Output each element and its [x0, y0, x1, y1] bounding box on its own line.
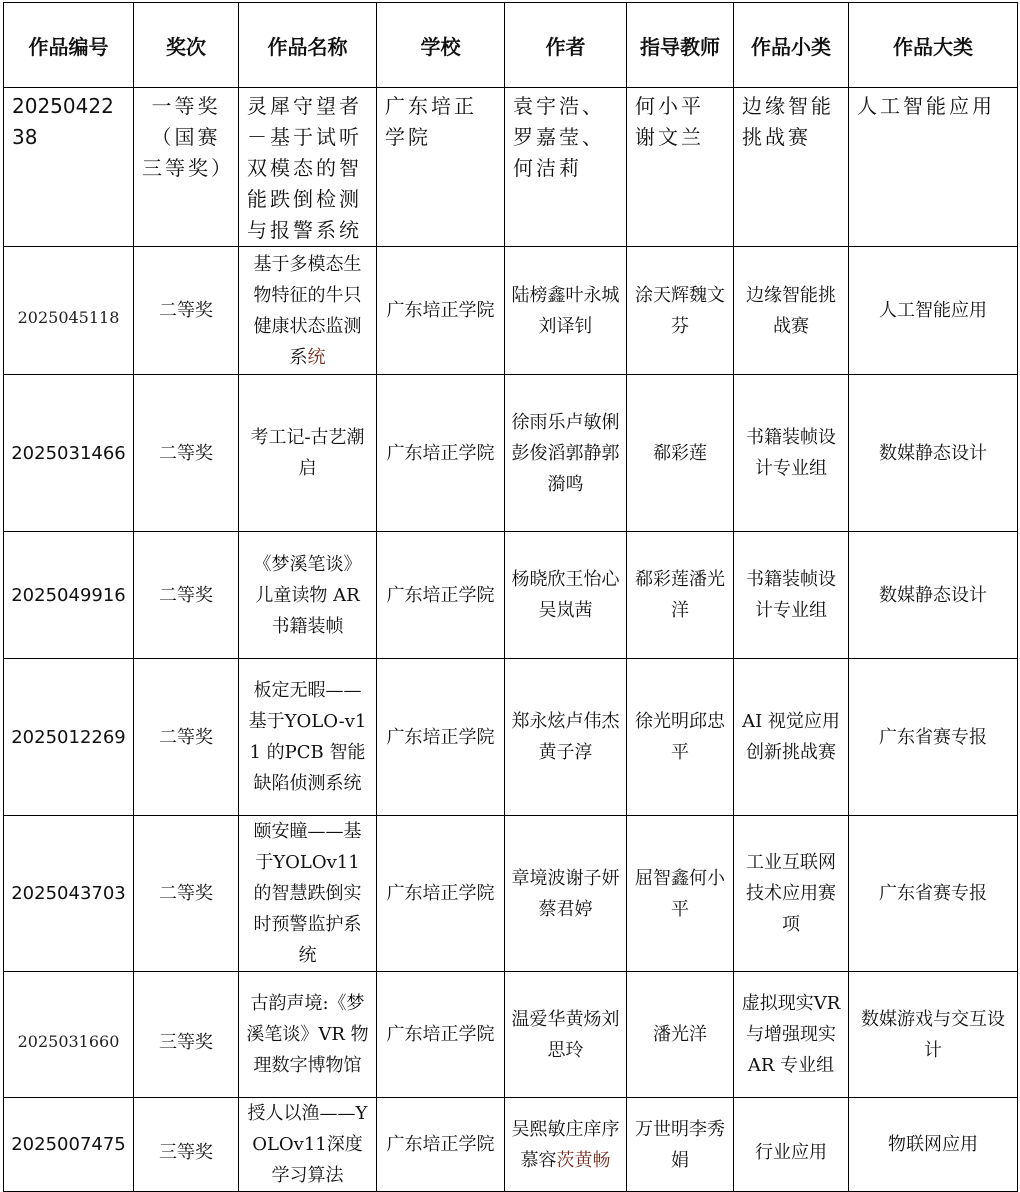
- cell-school: 广东培正学院: [377, 816, 505, 972]
- header-row: [4, 3, 1018, 88]
- cell-title: 《梦溪笔谈》儿童读物 AR 书籍装帧: [239, 532, 377, 659]
- header-title: 作品名称: [239, 3, 377, 88]
- header-category: 作品大类: [849, 3, 1018, 88]
- cell-subcategory: 边缘智能挑战赛: [734, 247, 849, 375]
- cell-category: 广东省赛专报: [849, 659, 1018, 816]
- cell-subcategory: 书籍装帧设计专业组: [734, 375, 849, 532]
- cell-subcategory: 虚拟现实VR 与增强现实AR 专业组: [734, 972, 849, 1098]
- cell-title: 颐安瞳——基于YOLOv11 的智慧跌倒实时预警监护系统: [239, 816, 377, 972]
- cell-award: 二等奖: [134, 532, 239, 659]
- cell-authors: 温爱华黄炀刘思玲: [505, 972, 627, 1098]
- cell-award: 二等奖: [134, 247, 239, 375]
- cell-award: 三等奖: [134, 972, 239, 1098]
- cell-teachers: 郗彩莲潘光洋: [627, 532, 734, 659]
- cell-title: 古韵声境:《梦溪笔谈》VR 物理数字博物馆: [239, 972, 377, 1098]
- cell-category: 数媒游戏与交互设计: [849, 972, 1018, 1098]
- cell-id: 2025007475: [4, 1098, 134, 1192]
- cell-title: 灵犀守望者－基于试听双模态的智能跌倒检测与报警系统: [239, 88, 377, 247]
- cell-category: 数媒静态设计: [849, 375, 1018, 532]
- cell-school: 广东培正学院: [377, 532, 505, 659]
- header-id: 作品编号: [4, 3, 134, 88]
- cell-school: 广东培正学院: [377, 247, 505, 375]
- cell-school: 广东培正学院: [377, 375, 505, 532]
- cell-subcategory: 工业互联网技术应用赛项: [734, 816, 849, 972]
- cell-subcategory: 边缘智能挑战赛: [734, 88, 849, 247]
- cell-subcategory: 书籍装帧设计专业组: [734, 532, 849, 659]
- cell-id: 2025031660: [4, 972, 134, 1098]
- cell-title: 考工记-古艺潮启: [239, 375, 377, 532]
- cell-teachers: 万世明李秀娟: [627, 1098, 734, 1192]
- cell-id: 2025012269: [4, 659, 134, 816]
- cell-title: 板定无暇——基于YOLO-v11 的PCB 智能缺陷侦测系统: [239, 659, 377, 816]
- cell-award: 一等奖（国赛三等奖）: [134, 88, 239, 247]
- cell-teachers: 屈智鑫何小平: [627, 816, 734, 972]
- cell-authors: 徐雨乐卢敏俐彭俊滔郭静郭漪鸣: [505, 375, 627, 532]
- cell-award: 二等奖: [134, 375, 239, 532]
- cell-teachers: 郗彩莲: [627, 375, 734, 532]
- table-row: [4, 816, 1018, 972]
- table-row: [4, 972, 1018, 1098]
- header-award: 奖次: [134, 3, 239, 88]
- header-school: 学校: [377, 3, 505, 88]
- cell-authors: 郑永炫卢伟杰黄子淳: [505, 659, 627, 816]
- table-row: [4, 247, 1018, 375]
- cell-subcategory: AI 视觉应用创新挑战赛: [734, 659, 849, 816]
- table-row: [4, 375, 1018, 532]
- table-row: [4, 1098, 1018, 1192]
- header-teachers: 指导教师: [627, 3, 734, 88]
- cell-category: 数媒静态设计: [849, 532, 1018, 659]
- cell-id: 2025031466: [4, 375, 134, 532]
- cell-id: 2025049916: [4, 532, 134, 659]
- cell-category: 人工智能应用: [849, 88, 1018, 247]
- cell-authors: 袁宇浩、罗嘉莹、何洁莉: [505, 88, 627, 247]
- cell-authors: 章境波谢子妍蔡君婷: [505, 816, 627, 972]
- awards-table: [3, 2, 1018, 1192]
- cell-title: 基于多模态生物特征的牛只健康状态监测系统: [239, 247, 377, 375]
- table-row: [4, 532, 1018, 659]
- cell-school: 广东培正学院: [377, 972, 505, 1098]
- cell-category: 广东省赛专报: [849, 816, 1018, 972]
- table-row: [4, 88, 1018, 247]
- header-subcategory: 作品小类: [734, 3, 849, 88]
- cell-school: 广东培正学院: [377, 88, 505, 247]
- cell-subcategory: 行业应用: [734, 1098, 849, 1192]
- cell-title: 授人以渔——YOLOv11深度学习算法: [239, 1098, 377, 1192]
- cell-school: 广东培正学院: [377, 1098, 505, 1192]
- cell-award: 二等奖: [134, 659, 239, 816]
- cell-teachers: 何小平谢文兰: [627, 88, 734, 247]
- cell-id: 2025042238: [4, 88, 134, 247]
- cell-category: 人工智能应用: [849, 247, 1018, 375]
- cell-teachers: 徐光明邱忠平: [627, 659, 734, 816]
- cell-id: 2025045118: [4, 247, 134, 375]
- cell-category: 物联网应用: [849, 1098, 1018, 1192]
- cell-id: 2025043703: [4, 816, 134, 972]
- cell-authors: 杨晓欣王怡心吴岚茜: [505, 532, 627, 659]
- cell-authors: 吴熙敏庄庠序慕容茨黄畅: [505, 1098, 627, 1192]
- header-authors: 作者: [505, 3, 627, 88]
- cell-teachers: 涂天辉魏文芬: [627, 247, 734, 375]
- cell-teachers: 潘光洋: [627, 972, 734, 1098]
- cell-school: 广东培正学院: [377, 659, 505, 816]
- table-row: [4, 659, 1018, 816]
- cell-award: 二等奖: [134, 816, 239, 972]
- cell-authors: 陆榜鑫叶永城刘译钊: [505, 247, 627, 375]
- cell-award: 三等奖: [134, 1098, 239, 1192]
